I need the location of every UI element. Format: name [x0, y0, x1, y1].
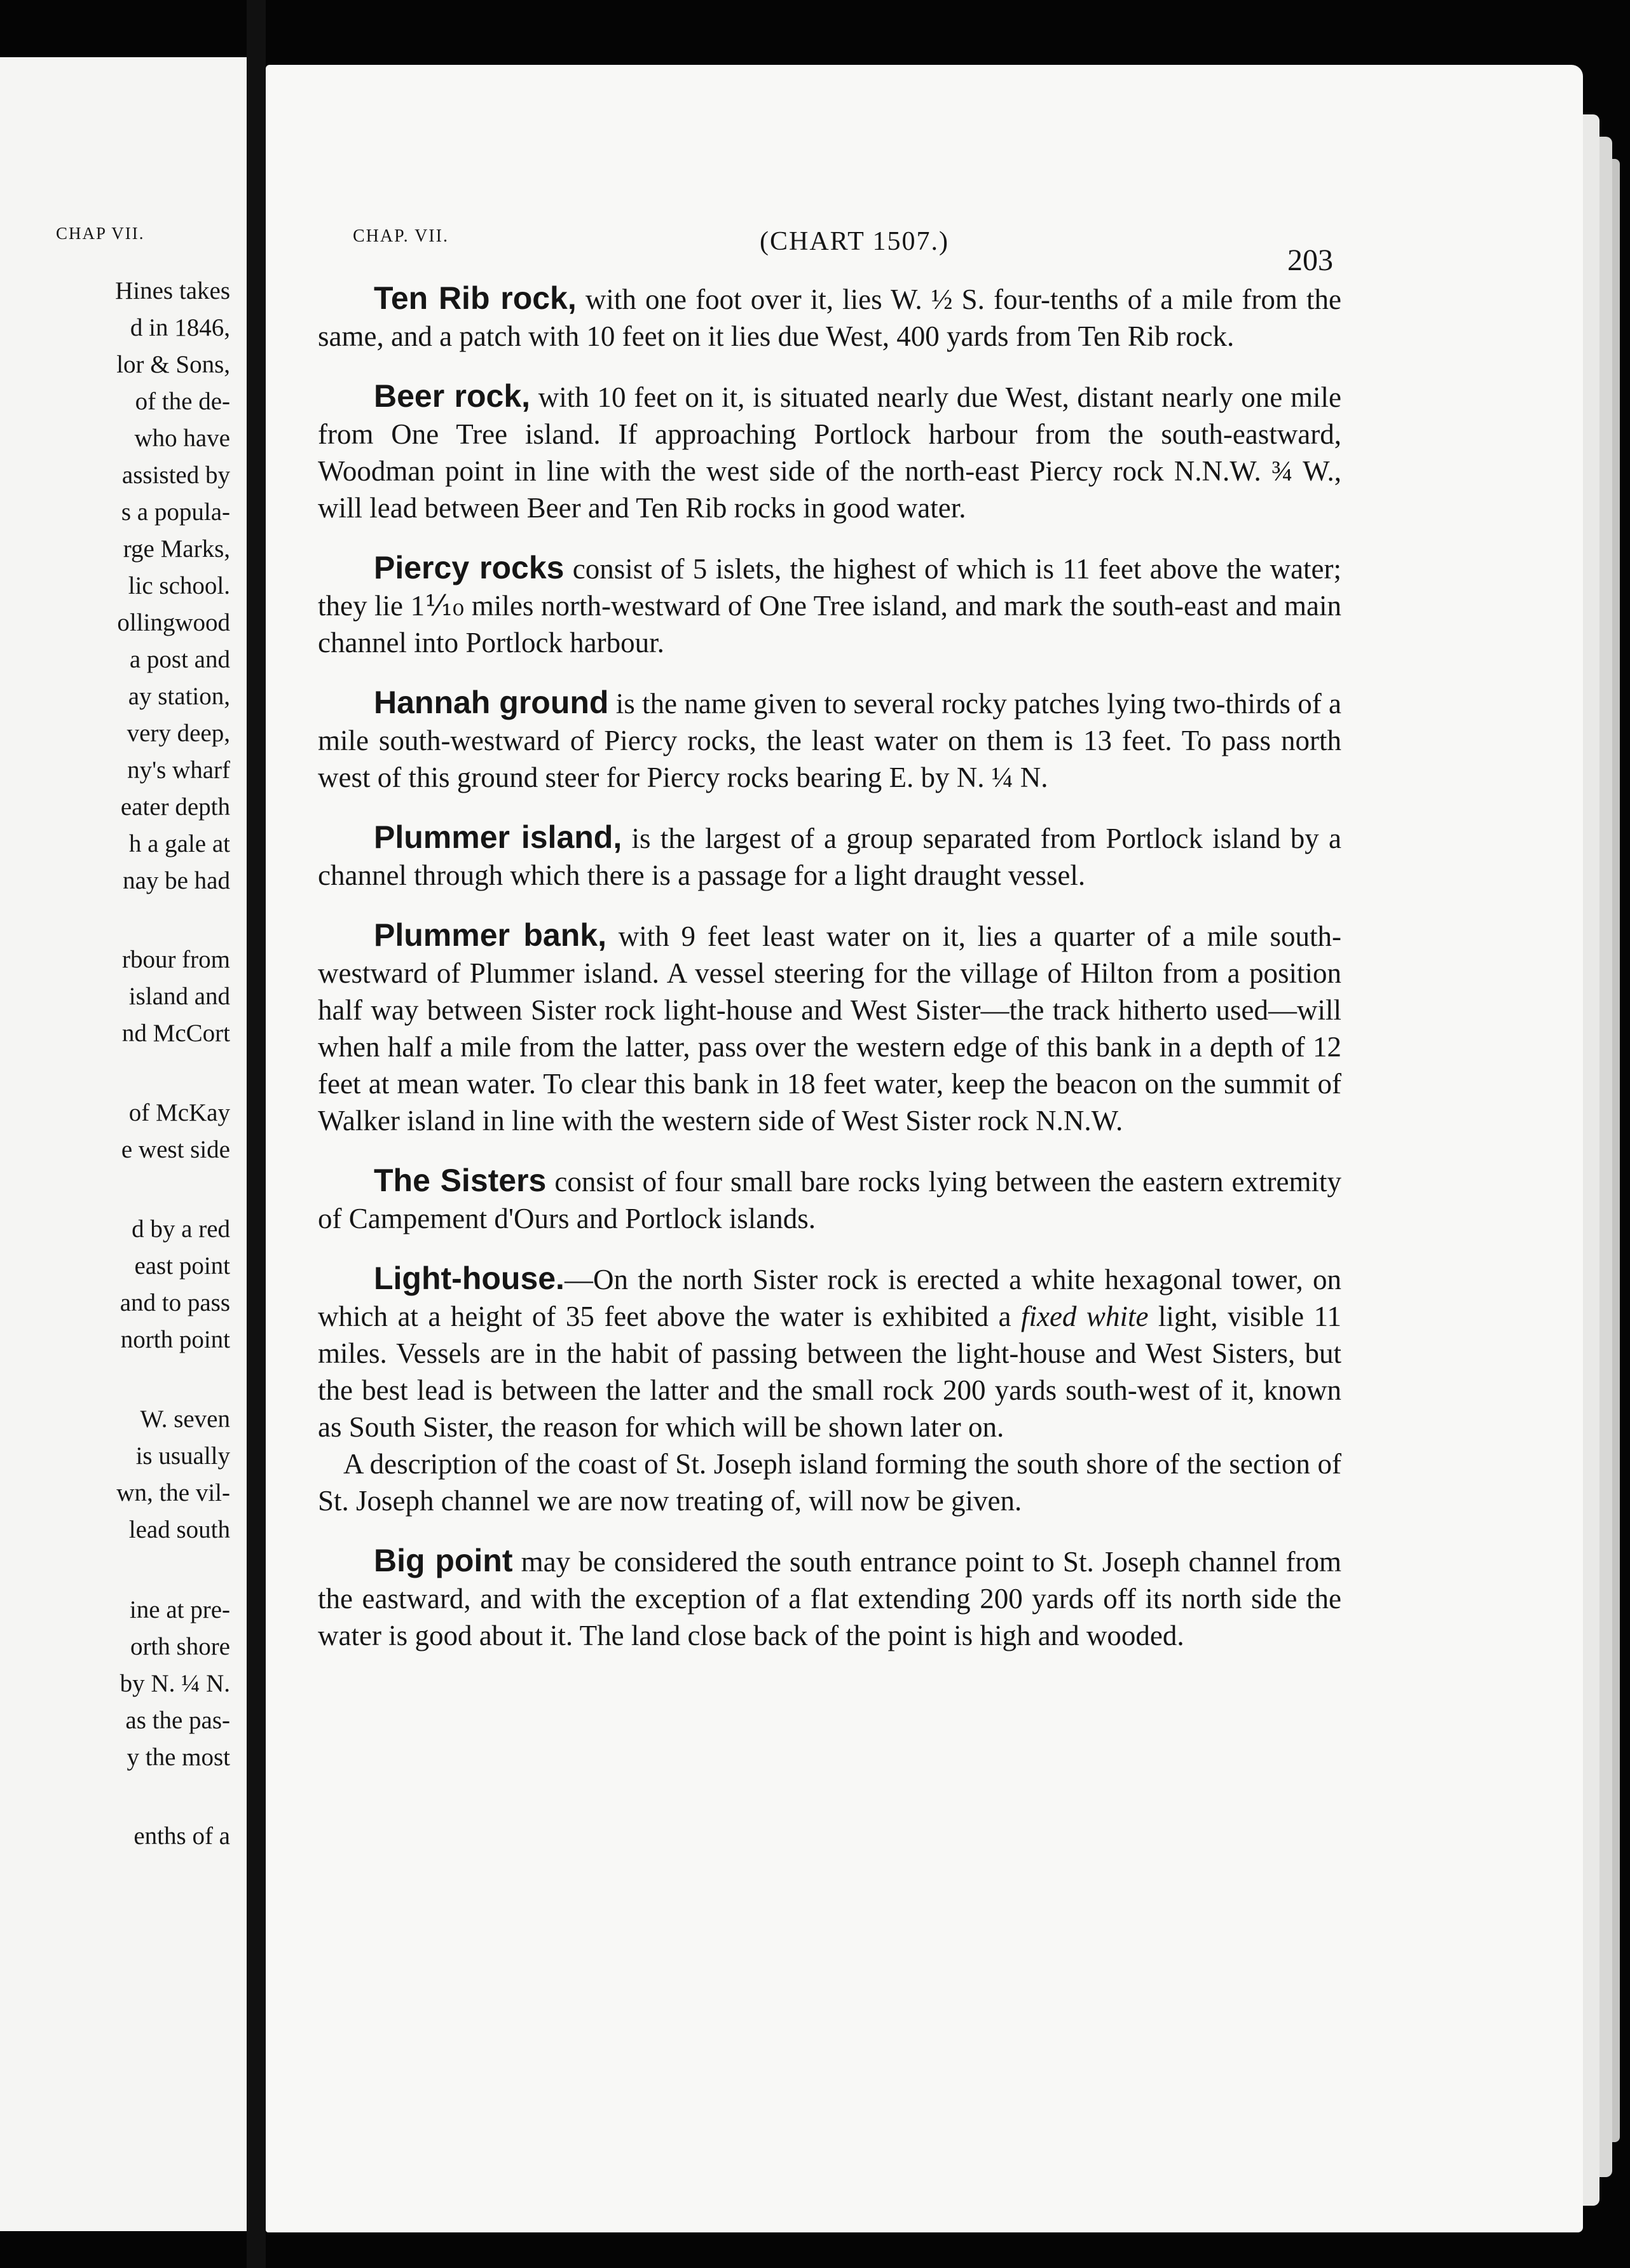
paragraph-text: may be considered the south entrance point to St. Joseph channel from the eastward, and with the exception of a flat extending 200 yards off its north side the water is good about it. The land close back of the point is high and wooded. — [318, 1546, 1341, 1651]
left-page-line: ine at pre- — [129, 1596, 230, 1623]
paragraph-heading: Light-house. — [374, 1260, 565, 1296]
page-edge — [1599, 137, 1612, 2177]
paragraph-st-joseph-description — [318, 1445, 1341, 1519]
left-page-line: y the most — [127, 1744, 230, 1771]
left-page-line: is usually — [135, 1442, 230, 1470]
left-page-line: as the pas- — [125, 1707, 230, 1734]
left-page-line: rbour from — [121, 946, 230, 973]
paragraph-text: A description of the coast of St. Joseph island forming the south shore of the section of St. Joseph channel we are now treating of, will now be given. — [318, 1448, 1341, 1517]
paragraph-text: with one foot over it, lies W. ½ S. four-tenths of a mile from the same, and a patch with 10 feet on it lies due West, 400 yards from Ten Rib rock. — [318, 284, 1342, 352]
paragraph-text: light, visible 11 miles. Vessels are in the habit of passing between the light-house and West Sisters, but the best lead is between the latter and the small rock 200 yards south-west of it, known as South Sister, the reason for which will be shown later on. — [318, 1301, 1341, 1443]
left-page-line: lic school. — [128, 572, 230, 599]
left-page-line: d in 1846, — [130, 314, 230, 341]
paragraph-heading: Piercy rocks — [374, 550, 565, 585]
left-page-line: assisted by — [121, 461, 230, 489]
left-page-line: and to pass — [120, 1289, 230, 1316]
left-page-line: lead south — [128, 1516, 230, 1543]
paragraph-heading: The Sisters — [374, 1163, 547, 1198]
left-running-head: CHAP VII. — [56, 224, 145, 243]
paragraph-plummer-island — [318, 819, 1341, 894]
left-page-line: s a popula- — [121, 498, 230, 526]
paragraph-text: consist of four small bare rocks lying between the eastern extremity of Campement d'Ours and Portlock islands. — [318, 1166, 1341, 1234]
left-page-line: north point — [120, 1326, 230, 1353]
paragraph-hannah-ground — [318, 684, 1341, 796]
paragraph-text: with 9 feet least water on it, lies a quarter of a mile south-westward of Plummer island. A vessel steering for the village of Hilton from a position half way between Sister rock light-house and West Sister—the track hitherto used—will when half a mile from the latter, pass over the western edge of this bank in a depth of 12 feet at mean water. To clear this bank in 18 feet water, keep the beacon on the summit of Walker island in line with the western side of West Sister rock N.N.W. — [318, 920, 1341, 1137]
page-number: 203 — [1287, 243, 1333, 277]
paragraph-ten-rib-rock — [318, 280, 1341, 355]
paragraph-heading: Big point — [374, 1543, 513, 1578]
paragraph-heading: Ten Rib rock, — [374, 280, 577, 316]
book-gutter — [247, 0, 266, 2268]
left-page-line: nay be had — [123, 867, 230, 894]
left-page-line: d by a red — [132, 1215, 230, 1243]
chart-reference: (CHART 1507.) — [760, 227, 950, 256]
paragraph-piercy-rocks — [318, 549, 1341, 661]
paragraph-the-sisters — [318, 1162, 1341, 1237]
paragraph-text: consist of 5 islets, the highest of which is 11 feet above the water; they lie 1⅒ miles north-westward of One Tree island, and mark the south-east and main channel into Portlock harbour. — [318, 553, 1342, 659]
left-page-line: e west side — [121, 1136, 230, 1163]
paragraph-heading: Plummer island, — [374, 819, 622, 855]
paragraph-plummer-bank — [318, 917, 1341, 1139]
left-page-fragment — [0, 57, 247, 2231]
left-page-line: very deep, — [127, 720, 230, 747]
paragraph-text: with 10 feet on it, is situated nearly due West, distant nearly one mile from One Tree island. If approaching Portlock harbour from the south-eastward, Woodman point in line with the west side of the north-east Piercy rock N.N.W. ¾ W., will lead between Beer and Ten Rib rocks in good water. — [318, 381, 1341, 524]
left-page-line: by N. ¼ N. — [120, 1670, 230, 1697]
paragraph-text: —On the north Sister rock is erected a white hexagonal tower, on which at a height of 35 feet above the water is exhibited a — [318, 1264, 1341, 1332]
running-head: CHAP. VII. — [353, 226, 449, 246]
left-page-line: nd McCort — [121, 1020, 230, 1047]
paragraph-heading: Hannah ground — [374, 685, 609, 720]
left-page-line: of McKay — [128, 1099, 230, 1126]
left-page-line: lor & Sons, — [116, 351, 230, 378]
paragraph-heading: Beer rock, — [374, 378, 531, 414]
left-page-line: east point — [134, 1252, 230, 1280]
left-page-line: ollingwood — [117, 609, 230, 636]
left-page-line: eater depth — [120, 793, 230, 821]
paragraph-heading: Plummer bank, — [374, 917, 606, 953]
paragraph-text: is the name given to several rocky patches lying two-thirds of a mile south-westward of Piercy rocks, the least water on them is 13 feet. To pass north west of this ground steer for Piercy rocks bearing E. by N. ¼ N. — [318, 688, 1341, 793]
left-page-line: of the de- — [135, 388, 230, 415]
left-page-line: ay station, — [128, 683, 230, 710]
paragraph-big-point — [318, 1542, 1341, 1654]
left-page-line: h a gale at — [128, 830, 230, 857]
left-page-line: orth shore — [130, 1633, 230, 1660]
left-page-line: W. seven — [140, 1405, 230, 1433]
paragraph-beer-rock — [318, 378, 1341, 526]
left-page-line: who have — [134, 425, 230, 452]
left-page-line: a post and — [129, 646, 230, 673]
left-page-line: wn, the vil- — [116, 1479, 230, 1506]
paragraph-light-house — [318, 1260, 1341, 1445]
left-page-line: enths of a — [134, 1822, 230, 1850]
left-page-line: rge Marks, — [123, 535, 230, 563]
left-page-line: island and — [128, 983, 230, 1010]
left-page-line: ny's wharf — [127, 756, 230, 784]
paragraph-italic-text: fixed white — [1020, 1301, 1149, 1332]
paragraph-text: is the largest of a group separated from Portlock island by a channel through which there is a passage for a light draught vessel. — [318, 823, 1342, 891]
body-text — [318, 280, 1341, 1677]
page-edge — [1612, 159, 1620, 2142]
left-page-line: Hines takes — [115, 277, 230, 304]
